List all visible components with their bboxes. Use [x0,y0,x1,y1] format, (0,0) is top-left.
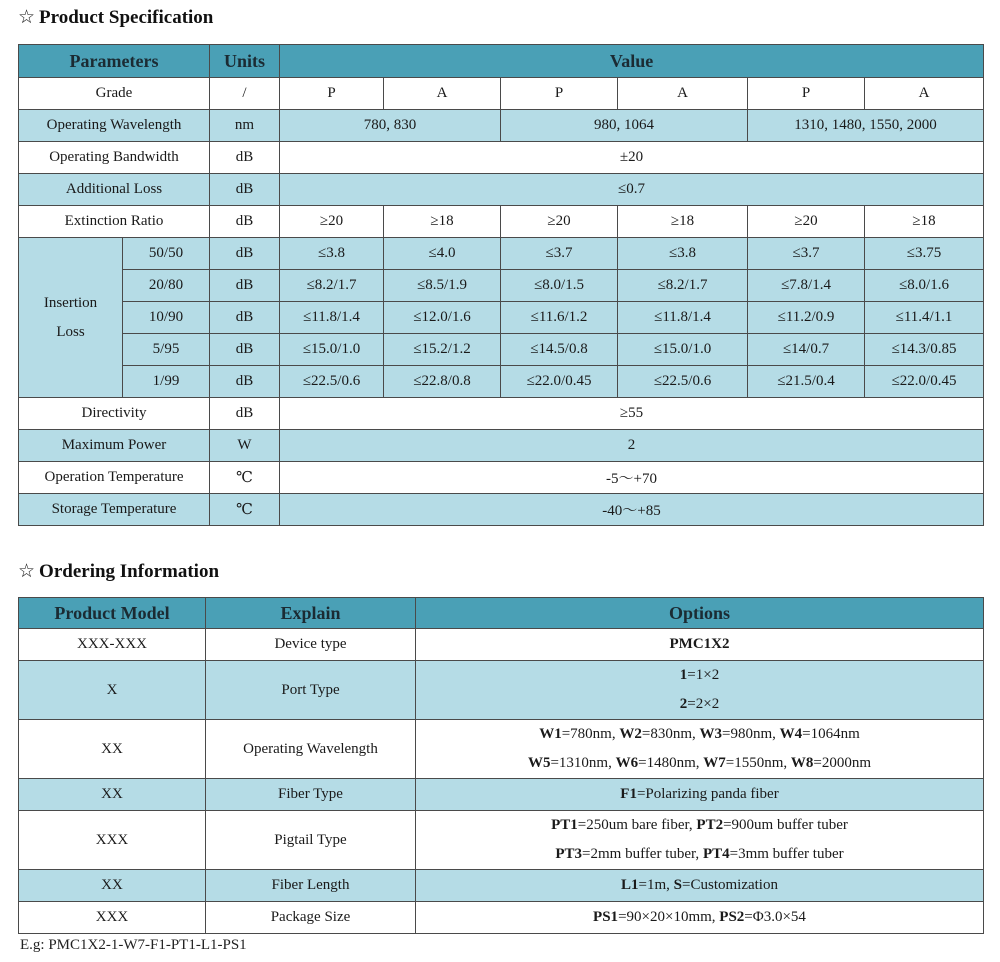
value-cell: ≤11.2/0.9 [748,302,865,334]
product-model-cell: XX [19,720,206,779]
options-cell [416,661,984,720]
option-description: =2×2 [687,696,720,712]
order-row [19,629,984,661]
option-description: =1550nm, [725,755,791,771]
value-cell: 780, 830 [280,110,501,142]
option-code: L1 [621,877,639,893]
value-cell: ≤8.0/1.5 [501,270,618,302]
option-code: W1 [539,726,562,742]
row-insertion-loss [19,366,984,398]
option-code: 2 [679,696,688,712]
option-code: 1 [679,667,688,683]
explain-cell: Fiber Type [206,779,416,811]
option-description: =1×2 [687,667,720,683]
value-cell: ≤12.0/1.6 [384,302,501,334]
value-cell: ≤3.75 [865,238,984,270]
options-cell [416,779,984,811]
option-line [416,780,983,809]
section-title-text: Product Specification [39,7,214,28]
product-model-cell: XX [19,870,206,902]
ratio-cell: 20/80 [123,270,210,302]
explain-cell: Package Size [206,902,416,934]
row-insertion-loss [19,334,984,366]
section-title-text: Ordering Information [39,561,220,582]
value-cell: A [384,78,501,110]
order-row [19,720,984,779]
product-model-cell: XXX [19,902,206,934]
ordering-rows [19,629,984,934]
option-description: =1310nm, [550,755,616,771]
option-code: W5 [527,755,551,771]
star-icon: ☆ [18,561,36,582]
unit-cell: dB [210,366,280,398]
value-cell: 2 [280,430,984,462]
option-description: =2mm buffer tuber, [582,846,703,862]
unit-cell: ℃ [210,462,280,494]
header-parameters: Parameters [19,45,210,78]
option-description: =3mm buffer tuber [729,846,844,862]
value-cell: ≤11.4/1.1 [865,302,984,334]
option-code: W4 [779,726,803,742]
option-line [416,720,983,749]
value-cell: P [501,78,618,110]
option-description: =780nm, [561,726,620,742]
order-row [19,902,984,934]
ratio-cell: 50/50 [123,238,210,270]
option-description: =2000nm [813,755,872,771]
value-cell: ≤11.8/1.4 [618,302,748,334]
product-model-cell: XXX-XXX [19,629,206,661]
value-cell: ≤0.7 [280,174,984,206]
param-label: Maximum Power [19,430,210,462]
options-cell [416,629,984,661]
value-cell: P [280,78,384,110]
unit-cell: dB [210,302,280,334]
value-cell: ≤22.5/0.6 [618,366,748,398]
option-code: W6 [615,755,639,771]
value-cell: ≤3.7 [501,238,618,270]
product-model-cell: XX [19,779,206,811]
unit-cell: nm [210,110,280,142]
value-cell: ≤15.0/1.0 [280,334,384,366]
options-cell [416,870,984,902]
value-cell: ≥18 [384,206,501,238]
row-maximum-power [19,430,984,462]
option-line [416,811,983,840]
row-operating-bandwidth [19,142,984,174]
option-code: PT2 [696,817,724,833]
header-options: Options [416,598,984,629]
unit-cell: dB [210,174,280,206]
option-description: =Customization [682,877,778,893]
insertion-loss-label-line: Loss [56,323,85,340]
row-additional-loss [19,174,984,206]
value-cell: ≤14.3/0.85 [865,334,984,366]
value-cell: ≤22.8/0.8 [384,366,501,398]
option-code: F1 [620,786,637,802]
option-code: S [673,877,683,893]
value-cell: ≥18 [865,206,984,238]
value-cell: ≤15.0/1.0 [618,334,748,366]
value-cell: ≤14/0.7 [748,334,865,366]
param-label: Operation Temperature [19,462,210,494]
option-line [416,749,983,778]
row-extinction-ratio [19,206,984,238]
value-cell: 980, 1064 [501,110,748,142]
row-grade [19,78,984,110]
option-line [416,871,983,900]
value-cell: ≤22.0/0.45 [501,366,618,398]
options-cell [416,720,984,779]
option-code: PT1 [551,817,578,833]
unit-cell: dB [210,334,280,366]
unit-cell: dB [210,206,280,238]
option-description: =1480nm, [638,755,704,771]
option-description: =830nm, [641,726,700,742]
option-description: =1m, [638,877,674,893]
row-directivity [19,398,984,430]
ordering-information-table [18,597,984,934]
value-cell: ≤21.5/0.4 [748,366,865,398]
order-header-row [19,598,984,629]
option-description: =90×20×10mm, [618,909,720,925]
value-cell: ≤8.0/1.6 [865,270,984,302]
param-label: Directivity [19,398,210,430]
product-model-cell: X [19,661,206,720]
option-description: =Φ3.0×54 [744,909,806,925]
value-cell: A [865,78,984,110]
unit-cell: / [210,78,280,110]
value-cell: ≤4.0 [384,238,501,270]
value-cell: ≤11.6/1.2 [501,302,618,334]
value-cell: ≥18 [618,206,748,238]
value-cell: ≥20 [748,206,865,238]
options-cell [416,902,984,934]
value-cell: ≤15.2/1.2 [384,334,501,366]
option-line [416,903,983,932]
row-insertion-loss [19,238,984,270]
unit-cell: dB [210,238,280,270]
option-code: PMC1X2 [669,636,730,652]
explain-cell: Device type [206,629,416,661]
param-label: Storage Temperature [19,494,210,526]
row-storage-temperature [19,494,984,526]
option-code: W8 [790,755,814,771]
option-description: =980nm, [722,726,780,742]
value-cell: ≤3.7 [748,238,865,270]
spec-header-row [19,45,984,78]
option-code: PS2 [719,909,745,925]
unit-cell: W [210,430,280,462]
value-cell: -5～+70 [280,462,984,494]
value-cell: ≤22.0/0.45 [865,366,984,398]
star-icon: ☆ [18,7,36,28]
product-specification-table [18,44,984,526]
option-description: =900um buffer tuber [723,817,848,833]
option-description: =250um bare fiber, [577,817,697,833]
value-cell: 1310, 1480, 1550, 2000 [748,110,984,142]
example-code: E.g: PMC1X2-1-W7-F1-PT1-L1-PS1 [20,937,247,953]
row-insertion-loss [19,302,984,334]
value-cell: ±20 [280,142,984,174]
option-line [416,690,983,719]
value-cell: ≤11.8/1.4 [280,302,384,334]
explain-cell: Operating Wavelength [206,720,416,779]
option-code: PS1 [593,909,619,925]
option-code: W2 [619,726,642,742]
value-cell: -40～+85 [280,494,984,526]
ordering-information-title [18,560,219,583]
option-line [416,630,983,659]
option-code: W3 [699,726,722,742]
option-code: W7 [703,755,726,771]
ratio-cell: 1/99 [123,366,210,398]
param-label: Extinction Ratio [19,206,210,238]
param-label: Grade [19,78,210,110]
order-row [19,779,984,811]
insertion-loss-label [19,238,123,398]
insertion-loss-label-line: Insertion [43,294,98,311]
ratio-cell: 10/90 [123,302,210,334]
explain-cell: Port Type [206,661,416,720]
option-line [416,840,983,869]
option-description: =1064nm [802,726,860,742]
options-cell [416,811,984,870]
option-description: =Polarizing panda fiber [636,786,779,802]
param-label: Additional Loss [19,174,210,206]
row-operation-temperature [19,462,984,494]
option-code: PT4 [702,846,730,862]
value-cell: ≥55 [280,398,984,430]
unit-cell: dB [210,270,280,302]
product-specification-title [18,6,213,29]
value-cell: ≤22.5/0.6 [280,366,384,398]
unit-cell: ℃ [210,494,280,526]
row-insertion-loss [19,270,984,302]
ratio-cell: 5/95 [123,334,210,366]
option-code: PT3 [555,846,583,862]
product-model-cell: XXX [19,811,206,870]
value-cell: ≤8.2/1.7 [280,270,384,302]
unit-cell: dB [210,398,280,430]
explain-cell: Pigtail Type [206,811,416,870]
header-value: Value [280,45,984,78]
value-cell: ≤7.8/1.4 [748,270,865,302]
order-row [19,811,984,870]
value-cell: P [748,78,865,110]
value-cell: ≥20 [501,206,618,238]
param-label: Operating Wavelength [19,110,210,142]
value-cell: ≥20 [280,206,384,238]
explain-cell: Fiber Length [206,870,416,902]
value-cell: A [618,78,748,110]
header-product-model: Product Model [19,598,206,629]
row-operating-wavelength [19,110,984,142]
header-units: Units [210,45,280,78]
value-cell: ≤14.5/0.8 [501,334,618,366]
value-cell: ≤8.2/1.7 [618,270,748,302]
unit-cell: dB [210,142,280,174]
option-line [416,661,983,690]
param-label: Operating Bandwidth [19,142,210,174]
value-cell: ≤3.8 [280,238,384,270]
order-row [19,661,984,720]
value-cell: ≤3.8 [618,238,748,270]
header-explain: Explain [206,598,416,629]
value-cell: ≤8.5/1.9 [384,270,501,302]
order-row [19,870,984,902]
